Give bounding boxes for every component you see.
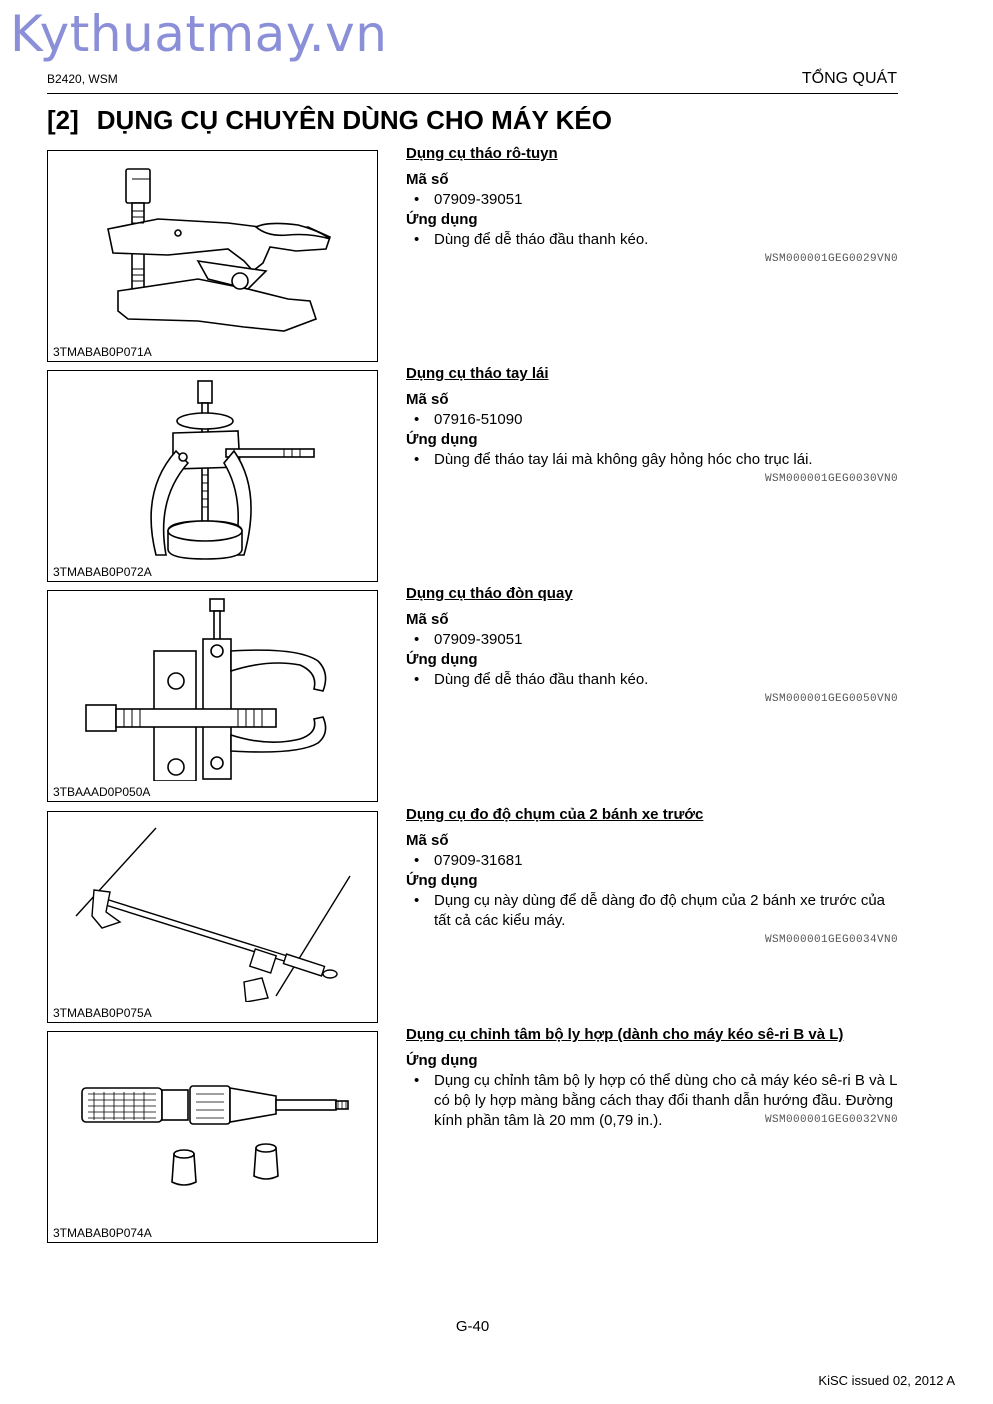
tool-row-ball-joint-puller (47, 145, 898, 362)
application-label: Ứng dụng (406, 651, 478, 668)
watermark: Kythuatmay.vn (10, 5, 388, 63)
tool-title: Dụng cụ chỉnh tâm bộ ly hợp (dành cho máy kéo sê-ri B và L) (406, 1026, 844, 1043)
wsm-reference: WSM000001GEG0034VN0 (764, 934, 898, 946)
code-label: Mã số (406, 171, 449, 188)
figure-ball-joint-puller (47, 150, 378, 362)
figure-clutch-centering-tool (47, 1031, 378, 1243)
section-title (47, 105, 612, 136)
header-rule (47, 93, 898, 94)
figure-code: 3TBAAAD0P050A (53, 785, 151, 799)
issue-note: KiSC issued 02, 2012 A (818, 1373, 955, 1388)
ball-joint-puller-illustration (48, 151, 377, 341)
figure-code: 3TMABAB0P072A (53, 565, 152, 579)
tool-description (406, 145, 898, 268)
tool-row-clutch-centering-tool (47, 1026, 898, 1243)
application-item: • Dùng để dễ tháo đầu thanh kéo. (414, 671, 649, 688)
application-item: • Dụng cụ chỉnh tâm bộ ly hợp có thể dùng cho cả máy kéo sê-ri B và L có bộ ly hợp màng bằng cách thay đổi thanh dẫn hướng đầu. Đường kính phần tâm là 20 mm (0,79 in.). (414, 1072, 897, 1129)
tool-row-pitman-arm-puller (47, 585, 898, 802)
tool-title: Dụng cụ đo độ chụm của 2 bánh xe trước (406, 806, 704, 823)
steering-wheel-puller-illustration (48, 371, 377, 561)
figure-code: 3TMABAB0P075A (53, 1006, 152, 1020)
application-text: Dùng để dễ tháo đầu thanh kéo. (434, 671, 649, 688)
tool-title: Dụng cụ tháo đòn quay (406, 585, 573, 602)
application-text: Dùng để tháo tay lái mà không gây hỏng hóc cho trục lái. (434, 451, 813, 468)
figure-steering-wheel-puller (47, 370, 378, 582)
application-item: • Dùng để tháo tay lái mà không gây hỏng hóc cho trục lái. (414, 451, 813, 468)
code-label: Mã số (406, 391, 449, 408)
application-label: Ứng dụng (406, 1052, 478, 1069)
tool-row-toe-in-gauge (47, 806, 898, 1023)
application-item: • Dụng cụ này dùng để dễ dàng đo độ chụm của 2 bánh xe trước của tất cả các kiểu máy. (414, 892, 886, 929)
code-item: • 07916-51090 (414, 411, 523, 428)
wsm-reference: WSM000001GEG0032VN0 (764, 1114, 898, 1126)
code-item: • 07909-39051 (414, 631, 523, 648)
application-text: Dụng cụ chỉnh tâm bộ ly hợp có thể dùng cho cả máy kéo sê-ri B và L có bộ ly hợp màng bằng cách thay đổi thanh dẫn hướng đầu. Đường kính phần tâm là 20 mm (0,79 in.). (434, 1072, 897, 1129)
code-item: • 07909-39051 (414, 191, 523, 208)
code-label: Mã số (406, 832, 449, 849)
code-item: • 07909-31681 (414, 852, 523, 869)
application-item: • Dùng để dễ tháo đầu thanh kéo. (414, 231, 649, 248)
wsm-reference: WSM000001GEG0030VN0 (764, 473, 898, 485)
application-label: Ứng dụng (406, 211, 478, 228)
tool-description (406, 365, 898, 488)
page-number: G-40 (455, 1318, 490, 1335)
figure-pitman-arm-puller (47, 590, 378, 802)
application-label: Ứng dụng (406, 431, 478, 448)
figure-code: 3TMABAB0P074A (53, 1226, 152, 1240)
application-text: Dùng để dễ tháo đầu thanh kéo. (434, 231, 649, 248)
application-text: Dụng cụ này dùng để dễ dàng đo độ chụm của 2 bánh xe trước của tất cả các kiểu máy. (434, 892, 886, 929)
figure-code: 3TMABAB0P071A (53, 345, 152, 359)
figure-toe-in-gauge (47, 811, 378, 1023)
tool-description (406, 585, 898, 708)
header-chapter: TỔNG QUÁT (801, 70, 897, 87)
pitman-arm-puller-illustration (48, 591, 377, 781)
tool-description (406, 806, 898, 949)
section-number: [2] (47, 105, 79, 135)
section-heading: DỤNG CỤ CHUYÊN DÙNG CHO MÁY KÉO (96, 105, 612, 135)
code-label: Mã số (406, 611, 449, 628)
code-value: 07916-51090 (434, 411, 523, 428)
code-value: 07909-39051 (434, 631, 523, 648)
wsm-reference: WSM000001GEG0050VN0 (764, 693, 898, 705)
clutch-centering-tool-illustration (48, 1032, 377, 1222)
code-value: 07909-39051 (434, 191, 523, 208)
header-model: B2420, WSM (47, 72, 118, 86)
wsm-reference: WSM000001GEG0029VN0 (764, 253, 898, 265)
tool-row-steering-wheel-puller (47, 365, 898, 582)
tool-title: Dụng cụ tháo rô-tuyn (406, 145, 558, 162)
application-label: Ứng dụng (406, 872, 478, 889)
code-value: 07909-31681 (434, 852, 523, 869)
toe-in-gauge-illustration (48, 812, 377, 1002)
tool-description (406, 1026, 898, 1129)
tool-title: Dụng cụ tháo tay lái (406, 365, 549, 382)
